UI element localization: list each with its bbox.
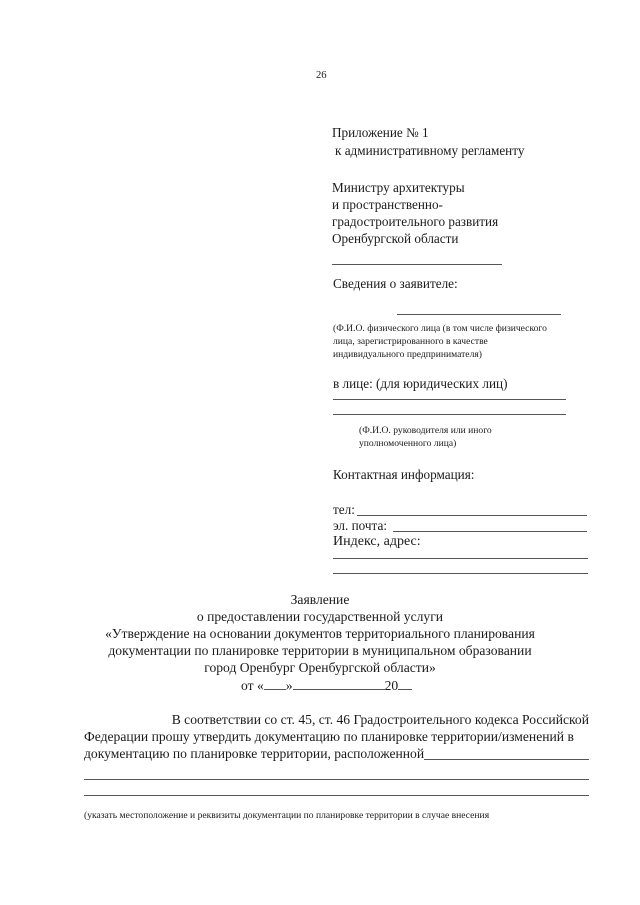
footnote: (указать местоположение и реквизиты документации по планировке территории в случае внесения [84,810,490,821]
email-label: эл. почта: [333,518,387,533]
addressee-line: градостроительного развития [332,214,499,229]
addressee-line: Оренбургской области [332,231,459,246]
appendix-title: Приложение № 1 [332,125,429,140]
phone-line[interactable] [357,515,587,516]
statement-subtitle: город Оренбург Оренбургской области» [204,660,436,675]
person-note: (Ф.И.О. физического лица (в том числе физического [333,323,547,334]
signature-line[interactable] [332,264,502,265]
email-line[interactable] [393,531,587,532]
statement-date [241,677,412,694]
applicant-name-line[interactable] [397,314,561,315]
date-month-field[interactable] [293,677,385,690]
legal-entity-line[interactable] [333,414,566,415]
location-line[interactable] [424,759,589,760]
body-text: В соответствии со ст. 45, ст. 46 Градостроительного кодекса Российской [171,712,589,727]
statement-subtitle: «Утверждение на основании документов территориального планирования [105,626,535,641]
legal-entity-label: в лице: (для юридических лиц) [333,376,508,391]
date-mid: » [285,678,293,693]
head-note: (Ф.И.О. руководителя или иного [359,425,492,436]
date-year: 20 [384,678,399,693]
location-line[interactable] [84,779,589,780]
head-note: уполномоченного лица) [359,438,457,449]
statement-subtitle: о предоставлении государственной услуги [196,609,444,624]
address-label: Индекс, адрес: [333,534,421,549]
person-note: лица, зарегистрированного в качестве [333,336,488,347]
date-year-field[interactable] [398,677,412,690]
statement-subtitle: документации по планировке территории в муниципальном образовании [108,643,532,658]
appendix-subtitle: к административному регламенту [335,143,525,158]
legal-entity-line[interactable] [333,399,566,400]
contact-title: Контактная информация: [333,467,475,482]
person-note: индивидуального предпринимателя) [333,349,482,360]
statement-title: Заявление [290,592,350,607]
address-line[interactable] [333,558,588,559]
applicant-title: Сведения о заявителе: [333,276,458,291]
body-text: Федерации прошу утвердить документацию по планировке территории/изменений в [84,729,574,744]
addressee-line: Министру архитектуры [332,180,465,195]
address-line[interactable] [333,573,588,574]
page-number: 26 [316,70,327,81]
location-line[interactable] [84,795,589,796]
phone-label: тел: [333,502,355,517]
addressee-line: и пространственно- [332,197,443,212]
body-text: документацию по планировке территории, расположенной [84,746,425,761]
date-day-field[interactable] [264,677,286,690]
date-prefix: от « [241,678,264,693]
